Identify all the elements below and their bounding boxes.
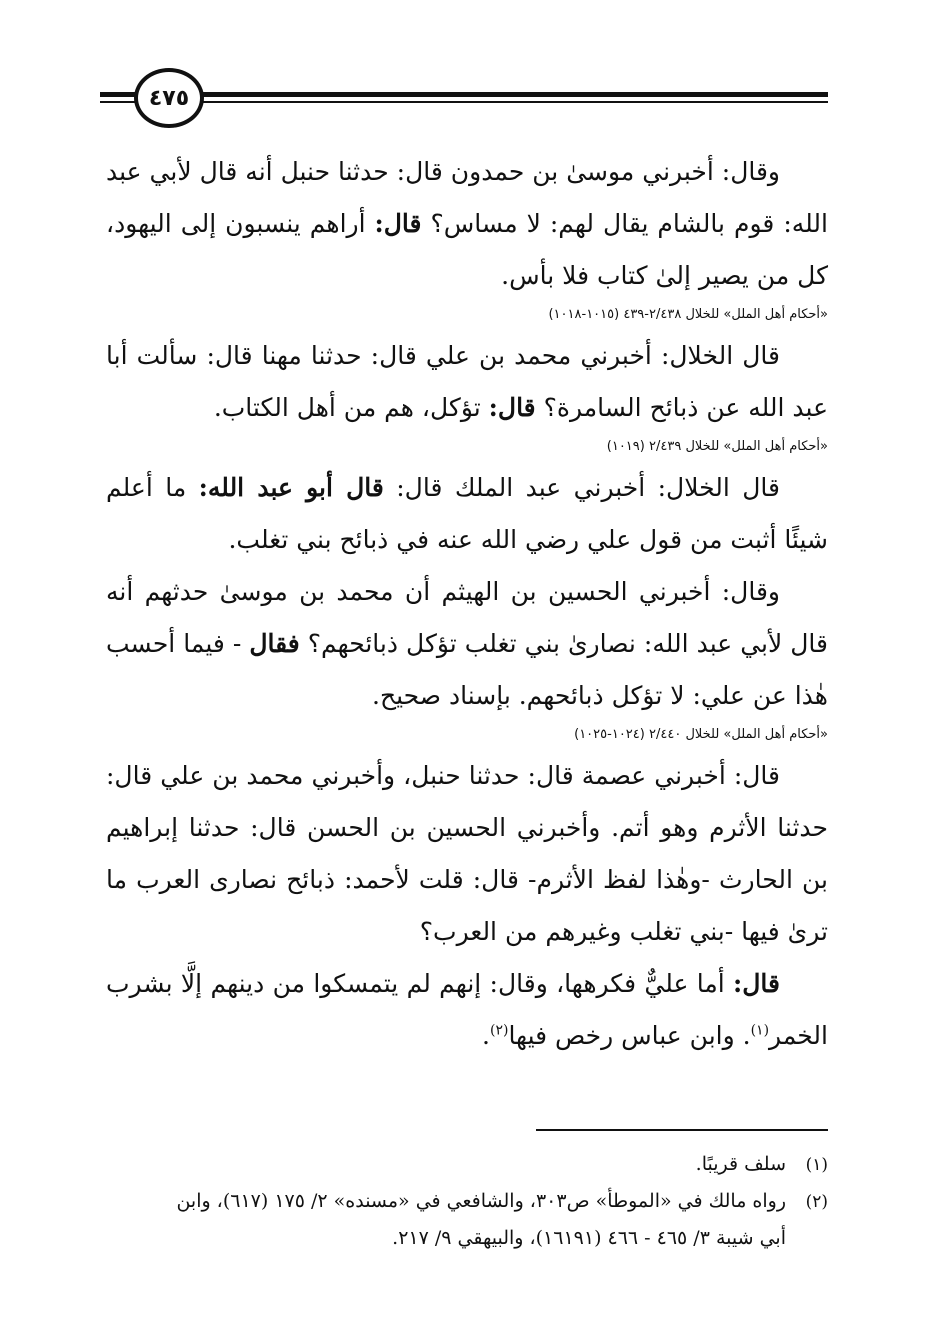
footnote-text: رواه مالك في «الموطأ» ص٣٠٣، والشافعي في «مسنده» ٢/ ١٧٥ (٦١٧)، وابن	[176, 1190, 786, 1212]
citation-2: «أحكام أهل الملل» للخلال ٢/٤٣٩ (١٠١٩)	[606, 439, 828, 454]
paragraph-bold: فقال	[249, 629, 300, 658]
footnote-number: (١)	[805, 1155, 828, 1175]
page-number: ٤٧٥	[148, 85, 190, 111]
paragraph-text: .	[482, 1021, 490, 1050]
paragraph-bold: قال أبو عبد الله:	[198, 473, 384, 502]
footnote-number: (٢)	[805, 1192, 828, 1212]
footnote-ref[interactable]: (١)	[750, 1022, 770, 1039]
paragraph-2	[106, 330, 828, 434]
footnote-ref[interactable]: (٢)	[489, 1022, 509, 1039]
paragraph-text: ما أعلم شيئًا أثبت من قول علي رضي الله عنه في ذبائح بني تغلب.	[106, 473, 828, 554]
citation-3: «أحكام أهل الملل» للخلال ٢/٤٤٠ (١٠٢٤-١٠٢٥)	[574, 727, 828, 742]
paragraph-4	[106, 566, 828, 722]
paragraph-3	[106, 462, 828, 566]
paragraph-text: . وابن عباس رخص فيها	[508, 1021, 751, 1050]
paragraph-6	[106, 958, 828, 1062]
page-header	[100, 68, 828, 132]
footnote-2	[106, 1183, 828, 1220]
paragraph-5	[106, 750, 828, 958]
paragraph-text: قال: أخبرني عصمة قال: حدثنا حنبل، وأخبرني محمد بن علي قال: حدثنا الأثرم وهو أتم. وأخبرني الحسين بن الحسن قال: حدثنا إبراهيم بن الحارث -وهٰذا لفظ الأثرم- قال: قلت لأحمد: ذبائح نصارى العرب ما ترىٰ فيها -بني تغلب وغيرهم من العرب؟	[106, 761, 828, 946]
footnote-divider	[536, 1129, 828, 1131]
paragraph-text: قال الخلال: أخبرني محمد بن علي قال: حدثنا مهنا قال: سألت أبا عبد الله عن ذبائح السامرة؟	[106, 341, 828, 422]
paragraph-text: قال الخلال: أخبرني عبد الملك قال:	[383, 473, 780, 502]
paragraph-text: - فيما أحسب هٰذا عن علي: لا تؤكل ذبائحهم. بإسناد صحيح.	[106, 629, 828, 710]
header-rule-thin	[100, 101, 828, 103]
paragraph-bold: قال:	[488, 393, 536, 422]
paragraph-bold: قال:	[374, 209, 422, 238]
paragraph-text: أما عليٌّ فكرهها، وقال: إنهم لم يتمسكوا من دينهم إلَّا بشرب الخمر	[106, 969, 828, 1050]
paragraph-text: وقال: أخبرني موسىٰ بن حمدون قال: حدثنا حنبل أنه قال لأبي عبد الله: قوم بالشام يقال لهم: لا مساس؟	[106, 157, 828, 238]
page-number-badge	[134, 68, 204, 128]
paragraph-1	[106, 146, 828, 302]
main-text	[106, 146, 828, 1062]
header-rule-thick	[100, 92, 828, 97]
footnote-text: سلف قريبًا.	[695, 1153, 786, 1175]
paragraph-text: تؤكل، هم من أهل الكتاب.	[213, 393, 489, 422]
paragraph-text: أراهم ينسبون إلى اليهود، كل من يصير إلىٰ كتاب فلا بأس.	[106, 209, 828, 290]
paragraph-text: وقال: أخبرني الحسين بن الهيثم أن محمد بن موسىٰ حدثهم أنه قال لأبي عبد الله: نصارىٰ بني تغلب تؤكل ذبائحهم؟	[106, 577, 829, 658]
footnote-1	[106, 1146, 828, 1183]
footnotes	[106, 1146, 828, 1256]
paragraph-bold: قال:	[733, 969, 780, 998]
citation-1: «أحكام أهل الملل» للخلال ٢/٤٣٨-٤٣٩ (١٠١٥-١٠١٨)	[548, 307, 828, 322]
footnote-2-continuation: أبي شيبة ٣/ ٤٦٥ - ٤٦٦ (١٦١٩١)، والبيهقي ٩/ ٢١٧.	[392, 1227, 786, 1249]
